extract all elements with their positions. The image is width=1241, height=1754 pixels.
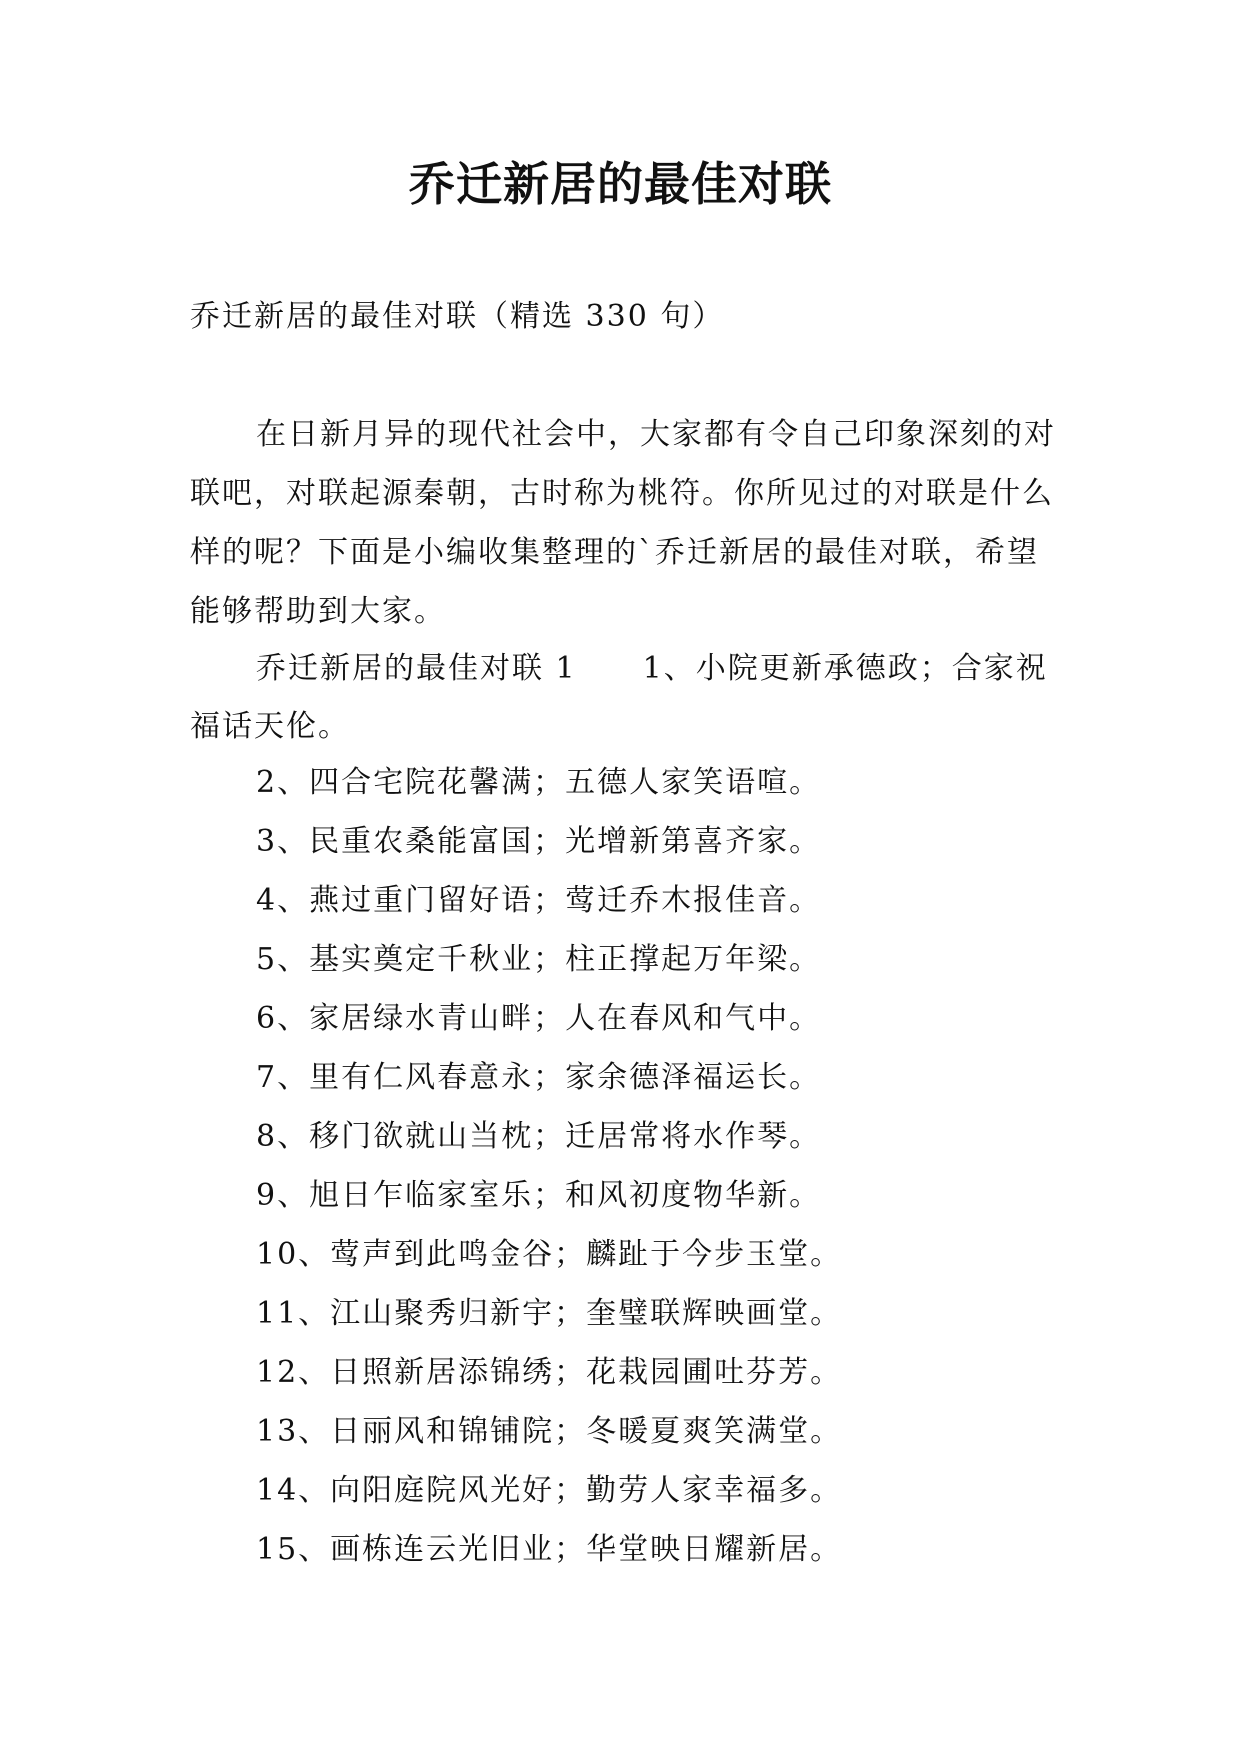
couplet-item: 3、民重农桑能富国；光增新第喜齐家。 [256,824,822,859]
section-paragraph [190,640,1056,756]
couplet-item: 7、里有仁风春意永；家余德泽福运长。 [256,1060,822,1095]
couplet-item: 8、移门欲就山当枕；迁居常将水作琴。 [256,1119,822,1154]
document-title: 乔迁新居的最佳对联 [409,157,832,211]
document-subtitle: 乔迁新居的最佳对联（精选 330 句） [190,299,725,334]
couplet-item: 4、燕过重门留好语；莺迁乔木报佳音。 [256,883,822,918]
couplet-list [256,753,842,1579]
couplet-item: 13、日丽风和锦铺院；冬暖夏爽笑满堂。 [256,1414,843,1449]
couplet-item: 6、家居绿水青山畔；人在春风和气中。 [256,1001,822,1036]
section-heading: 乔迁新居的最佳对联 1 [256,651,577,686]
couplet-item: 9、旭日乍临家室乐；和风初度物华新。 [256,1178,822,1213]
couplet-item: 5、基实奠定千秋业；柱正撑起万年梁。 [256,942,822,977]
couplet-item: 2、四合宅院花馨满；五德人家笑语喧。 [256,765,822,800]
couplet-item: 11、江山聚秀归新宇；奎璧联辉映画堂。 [256,1296,843,1331]
couplet-item: 10、莺声到此鸣金谷；麟趾于今步玉堂。 [256,1237,843,1272]
couplet-item: 12、日照新居添锦绣；花栽园圃吐芬芳。 [256,1355,843,1390]
first-couplet: 1、小院更新承德政；合家祝福话天伦。 [190,651,1048,744]
couplet-item: 15、画栋连云光旧业；华堂映日耀新居。 [256,1532,843,1567]
intro-paragraph: 在日新月异的现代社会中，大家都有令自己印象深刻的对联吧，对联起源秦朝，古时称为桃符。你所见过的对联是什么样的呢？下面是小编收集整理的`乔迁新居的最佳对联，希望能够帮助到大家。 [190,417,1056,629]
couplet-item: 14、向阳庭院风光好；勤劳人家幸福多。 [256,1473,843,1508]
